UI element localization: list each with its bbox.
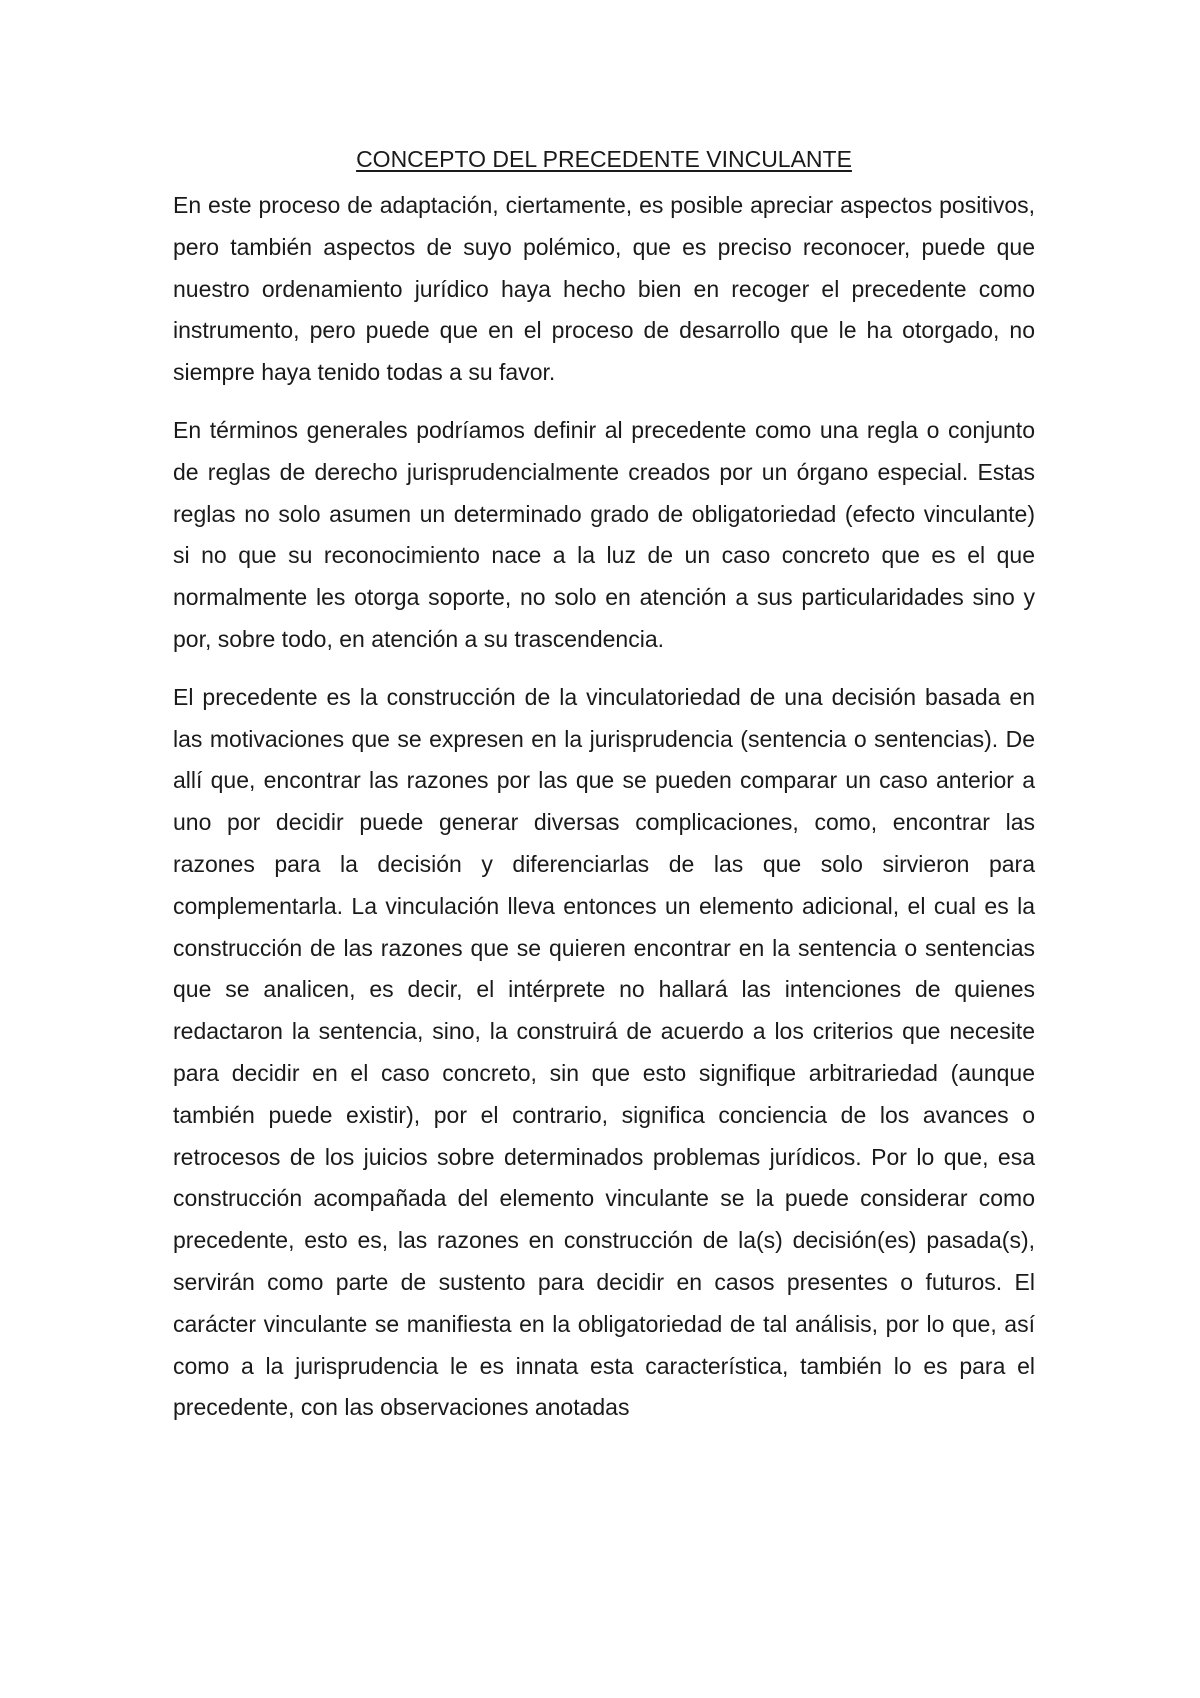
paragraph-2: En términos generales podríamos definir al precedente como una regla o conjunto de reglas de derecho jurisprudencialmente creados por un órgano especial. Estas reglas no solo asumen un determinado grado de obligatoriedad (efecto vinculante) si no que su reconocimiento nace a la luz de un caso concreto que es el que normalmente les otorga soporte, no solo en atención a sus particularidades sino y por, sobre todo, en atención a su trascendencia. — [173, 416, 1035, 652]
paragraph-3: El precedente es la construcción de la vinculatoriedad de una decisión basada en las motivaciones que se expresen en la jurisprudencia (sentencia o sentencias). De allí que, encontrar las razones por las que se pueden comparar un caso anterior a uno por decidir puede generar diversas complicaciones, como, encontrar las razones para la decisión y diferenciarlas de las que solo sirvieron para complementarla. La vinculación lleva entonces un elemento adicional, el cual es la construcción de las razones que se quieren encontrar en la sentencia o sentencias que se analicen, es decir, el intérprete no hallará las intenciones de quienes redactaron la sentencia, sino, la construirá de acuerdo a los criterios que necesite para decidir en el caso concreto, sin que esto signifique arbitrariedad (aunque también puede existir), por el contrario, significa conciencia de los avances o retrocesos de los juicios sobre determinados problemas jurídicos. Por lo que, esa construcción acompañada del elemento vinculante se la puede considerar como precedente, esto es, las razones en construcción de la(s) decisión(es) pasada(s), servirán como parte de sustento para decidir en casos presentes o futuros. El carácter vinculante se manifiesta en la obligatoriedad de tal análisis, por lo que, así como a la jurisprudencia le es innata esta característica, también lo es para el precedente, con las observaciones anotadas — [173, 683, 1035, 1421]
document-title: CONCEPTO DEL PRECEDENTE VINCULANTE — [356, 146, 852, 172]
document-body — [173, 141, 1035, 1445]
paragraph-1: En este proceso de adaptación, ciertamente, es posible apreciar aspectos positivos, pero también aspectos de suyo polémico, que es preciso reconocer, puede que nuestro ordenamiento jurídico haya hecho bien en recoger el precedente como instrumento, pero puede que en el proceso de desarrollo que le ha otorgado, no siempre haya tenido todas a su favor. — [173, 192, 1035, 386]
